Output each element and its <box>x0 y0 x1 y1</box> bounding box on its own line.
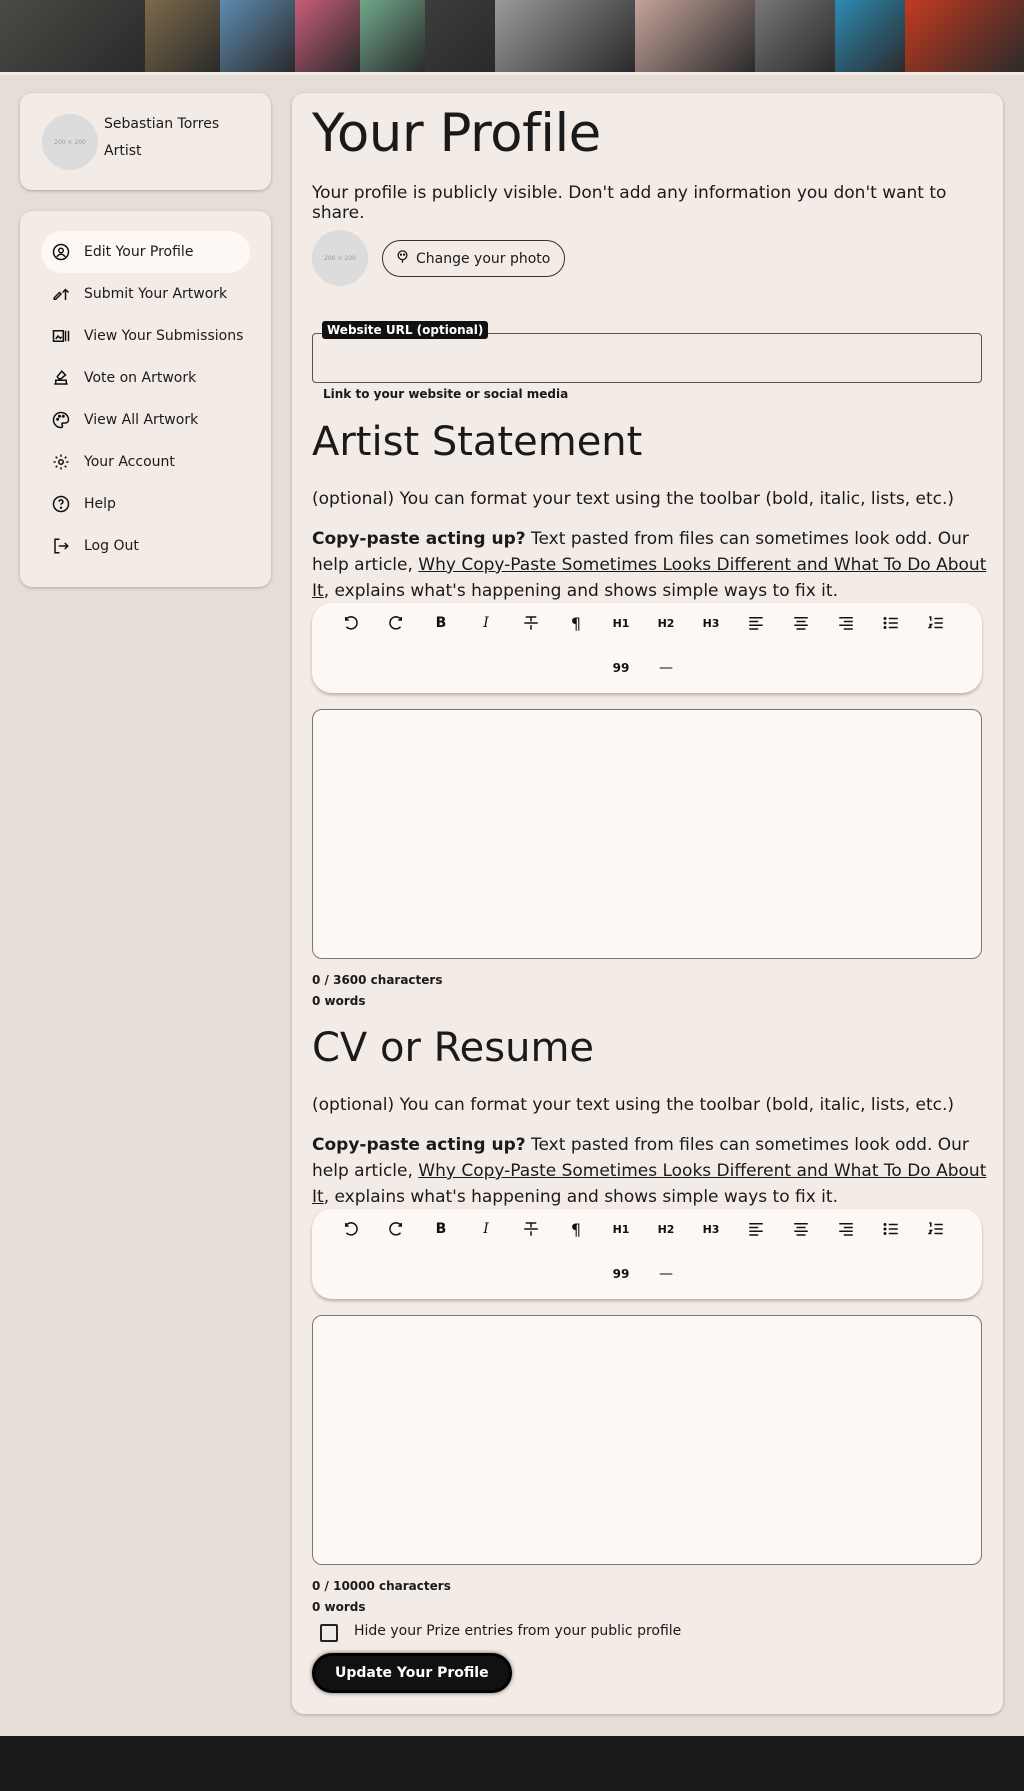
cv-word-count: 0 words <box>312 1600 366 1614</box>
change-photo-label: Change your photo <box>416 250 551 267</box>
sidebar-item-label: View All Artwork <box>84 412 199 428</box>
cv-editor[interactable] <box>312 1315 982 1565</box>
avatar-placeholder-text: 200 × 200 <box>324 254 356 262</box>
artist-statement-editor[interactable] <box>312 709 982 959</box>
heading-1-button[interactable]: H1 <box>612 616 630 630</box>
page-title: Your Profile <box>312 103 601 164</box>
artist-statement-word-count: 0 words <box>312 994 366 1008</box>
sidebar-item-label: View Your Submissions <box>84 328 244 344</box>
horizontal-rule-button[interactable]: — <box>659 1266 673 1282</box>
gallery-icon <box>52 327 70 345</box>
sidebar-item-account[interactable] <box>41 441 250 483</box>
banner-artwork-tile <box>495 0 635 72</box>
banner-artwork-tile <box>220 0 295 72</box>
face-icon <box>395 249 410 268</box>
bold-button[interactable]: B <box>435 1221 447 1237</box>
undo-icon[interactable] <box>336 608 366 638</box>
copy-note-bold: Copy-paste acting up? <box>312 529 526 549</box>
copy-note-text: Text pasted from files can sometimes look odd. Our help article, <box>312 529 969 575</box>
banner-artwork-tile <box>635 0 755 72</box>
strikethrough-icon[interactable] <box>516 608 546 638</box>
banner-artwork-tile <box>755 0 835 72</box>
user-name: Sebastian Torres <box>104 116 220 132</box>
sidebar-profile-card <box>20 93 271 190</box>
profile-photo <box>312 230 368 286</box>
heading-2-button[interactable]: H2 <box>657 1222 675 1236</box>
help-icon <box>52 495 70 513</box>
sidebar-item-label: Log Out <box>84 538 139 554</box>
website-url-field[interactable] <box>312 333 982 383</box>
heading-2-button[interactable]: H2 <box>657 616 675 630</box>
change-photo-button[interactable] <box>382 240 565 277</box>
update-profile-button[interactable]: Update Your Profile <box>312 1653 512 1693</box>
hide-entries-label: Hide your Prize entries from your public profile <box>354 1623 682 1639</box>
cv-copy-note <box>312 1132 992 1210</box>
website-url-label: Website URL (optional) <box>322 321 488 339</box>
avatar <box>42 114 98 170</box>
user-circle-icon <box>52 243 70 261</box>
paragraph-button[interactable]: ¶ <box>570 613 582 633</box>
heading-3-button[interactable]: H3 <box>702 1222 720 1236</box>
blockquote-button[interactable]: 99 <box>612 661 630 675</box>
palette-icon <box>52 411 70 429</box>
sidebar-item-vote[interactable] <box>41 357 250 399</box>
avatar-placeholder-text: 200 × 200 <box>54 138 86 146</box>
banner-artwork-tile <box>425 0 495 72</box>
banner-artwork-tile <box>295 0 360 72</box>
artist-statement-char-count: 0 / 3600 characters <box>312 973 443 987</box>
align-right-icon[interactable] <box>831 608 861 638</box>
copy-note-bold: Copy-paste acting up? <box>312 1135 526 1155</box>
banner-artwork-tile <box>0 0 145 72</box>
sidebar-item-help[interactable] <box>41 483 250 525</box>
artist-statement-title: Artist Statement <box>312 419 643 465</box>
blockquote-button[interactable]: 99 <box>612 1267 630 1281</box>
sidebar-item-label: Vote on Artwork <box>84 370 197 386</box>
copy-note-text: Text pasted from files can sometimes look odd. Our help article, <box>312 1135 969 1181</box>
align-center-icon[interactable] <box>786 1214 816 1244</box>
horizontal-rule-button[interactable]: — <box>659 660 673 676</box>
italic-button[interactable]: I <box>483 615 489 631</box>
redo-icon[interactable] <box>381 608 411 638</box>
italic-button[interactable]: I <box>483 1221 489 1237</box>
sidebar-item-label: Submit Your Artwork <box>84 286 228 302</box>
banner-artwork-tile <box>360 0 425 72</box>
strikethrough-icon[interactable] <box>516 1214 546 1244</box>
banner-edge <box>0 72 1024 75</box>
banner-artwork-tile <box>145 0 220 72</box>
cv-char-count: 0 / 10000 characters <box>312 1579 451 1593</box>
sidebar-item-view-submissions[interactable] <box>41 315 250 357</box>
heading-1-button[interactable]: H1 <box>612 1222 630 1236</box>
align-right-icon[interactable] <box>831 1214 861 1244</box>
bullet-list-icon[interactable] <box>876 1214 906 1244</box>
vote-icon <box>52 369 70 387</box>
sidebar-item-label: Help <box>84 496 116 512</box>
align-center-icon[interactable] <box>786 608 816 638</box>
artist-statement-hint: (optional) You can format your text using the toolbar (bold, italic, lists, etc.) <box>312 489 955 509</box>
gear-icon <box>52 453 70 471</box>
banner-artwork-tile <box>905 0 1024 72</box>
align-left-icon[interactable] <box>741 1214 771 1244</box>
align-left-icon[interactable] <box>741 608 771 638</box>
paragraph-button[interactable]: ¶ <box>570 1219 582 1239</box>
logout-icon <box>52 537 70 555</box>
sidebar-item-label: Edit Your Profile <box>84 244 194 260</box>
sidebar-item-logout[interactable] <box>41 525 250 567</box>
user-role: Artist <box>104 143 142 159</box>
copy-paste-help-link[interactable]: Why Copy-Paste Sometimes Looks Different and What To Do About It <box>312 555 987 601</box>
banner-artwork-tile <box>835 0 905 72</box>
ordered-list-icon[interactable] <box>921 1214 951 1244</box>
sidebar-item-label: Your Account <box>84 454 175 470</box>
redo-icon[interactable] <box>381 1214 411 1244</box>
copy-note-text: , explains what's happening and shows simple ways to fix it. <box>323 581 838 601</box>
undo-icon[interactable] <box>336 1214 366 1244</box>
artist-statement-toolbar <box>312 603 982 693</box>
bullet-list-icon[interactable] <box>876 608 906 638</box>
sidebar-item-edit-profile[interactable] <box>41 231 250 273</box>
pen-upload-icon <box>52 285 70 303</box>
hide-entries-checkbox[interactable] <box>320 1624 338 1642</box>
ordered-list-icon[interactable] <box>921 608 951 638</box>
bold-button[interactable]: B <box>435 615 447 631</box>
page-footer <box>0 1736 1024 1791</box>
copy-paste-help-link[interactable]: Why Copy-Paste Sometimes Looks Different and What To Do About It <box>312 1161 987 1207</box>
heading-3-button[interactable]: H3 <box>702 616 720 630</box>
profile-form-panel <box>292 93 1003 1714</box>
intro-text: Your profile is publicly visible. Don't add any information you don't want to share. <box>312 183 947 223</box>
website-url-input[interactable] <box>313 334 981 382</box>
website-url-help: Link to your website or social media <box>323 387 569 401</box>
sidebar-item-view-all-artwork[interactable] <box>41 399 250 441</box>
cv-title: CV or Resume <box>312 1025 595 1071</box>
cv-hint: (optional) You can format your text using the toolbar (bold, italic, lists, etc.) <box>312 1095 955 1115</box>
sidebar-nav <box>20 211 271 587</box>
cv-toolbar <box>312 1209 982 1299</box>
sidebar-item-submit-artwork[interactable] <box>41 273 250 315</box>
header-banner <box>0 0 1024 72</box>
artist-statement-copy-note <box>312 526 992 604</box>
copy-note-text: , explains what's happening and shows simple ways to fix it. <box>323 1187 838 1207</box>
